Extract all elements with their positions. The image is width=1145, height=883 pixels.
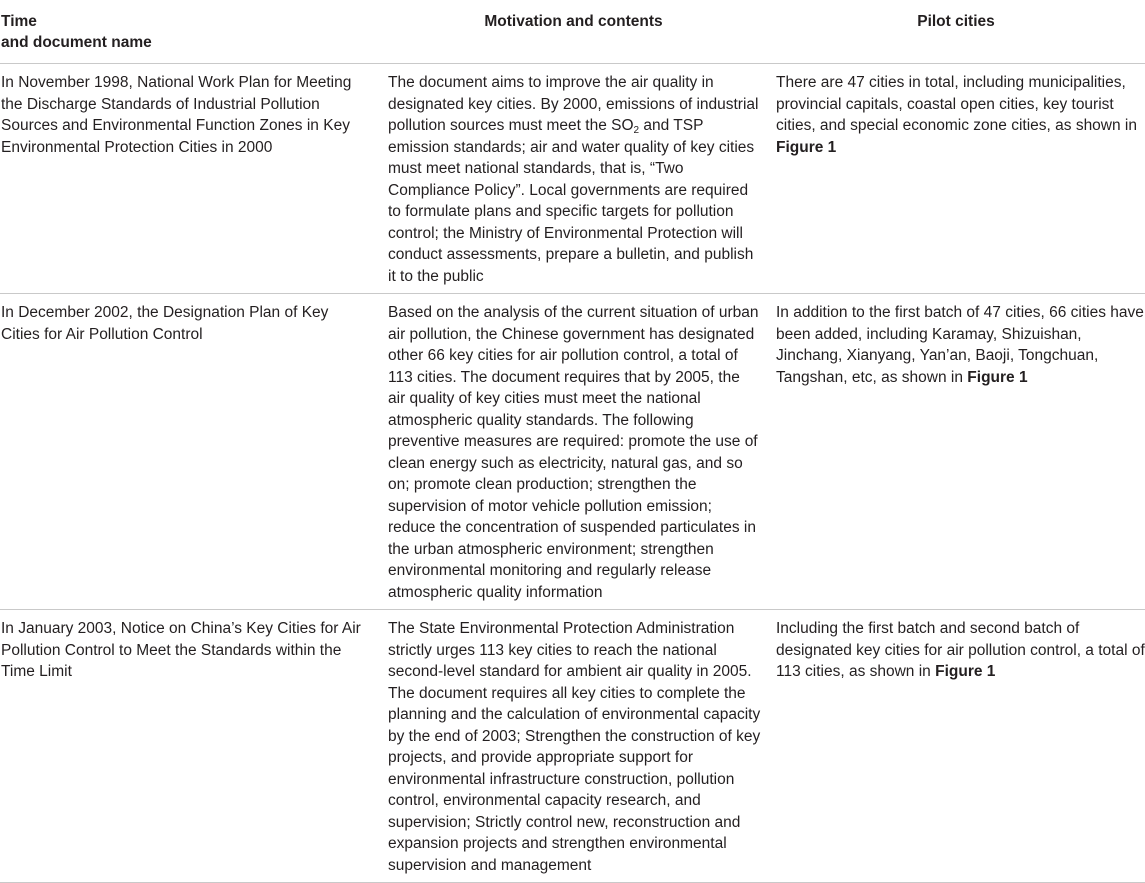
header-pilot-cities: Pilot cities [767,0,1145,64]
table-row [0,610,1145,883]
figure-reference-link[interactable]: Figure 1 [967,368,1028,386]
cell-motivation [380,64,767,294]
table-row [0,64,1145,294]
table-header [0,0,1145,64]
cell-time-document: In November 1998, National Work Plan for Meeting the Discharge Standards of Industrial Pollution Sources and Environmental Function Zones in Key Environmental Protection Cities in 2000 [0,64,380,294]
cell-pilot-cities [767,610,1145,883]
table-body [0,64,1145,883]
pilot-text: Including the first batch and second batch of designated key cities for air pollution control, a total of 113 cities, as shown in [776,620,1145,680]
pilot-text: There are 47 cities in total, including municipalities, provincial capitals, coastal open cities, key tourist cities, and special economic zone cities, as shown in [776,74,1137,134]
subscript-2: 2 [633,125,640,136]
header-time-document [0,0,380,64]
header-time-line2: and document name [1,34,152,51]
motivation-text-part1: The document aims to improve the air quality in designated key cities. By 2000, emissions of industrial pollution sources must meet the SO [388,74,759,134]
cell-pilot-cities [767,64,1145,294]
pilot-text: In addition to the first batch of 47 cities, 66 cities have been added, including Karamay, Shizuishan, Jinchang, Xianyang, Yan’an, Baoji, Tongchuan, Tangshan, etc, as shown in [776,304,1144,386]
motivation-text-part2: and TSP emission standards; air and water quality of key cities must meet national standards, that is, “Two Compliance Policy”. Local governments are required to formulate plans and specific targets for pollution control; the Ministry of Environmental Protection will conduct assessments, prepare a bulletin, and publish it to the public [388,117,755,285]
cell-time-document: In January 2003, Notice on China’s Key Cities for Air Pollution Control to Meet the Standards within the Time Limit [0,610,380,883]
header-row [0,0,1145,64]
header-motivation: Motivation and contents [380,0,767,64]
cell-motivation: The State Environmental Protection Administration strictly urges 113 key cities to reach the national second-level standard for ambient air quality in 2005. The document requires all key cities to complete the planning and the calculation of environmental capacity by the end of 2003; Strengthen the construction of key projects, and provide appropriate support for environmental infrastructure construction, pollution control, environmental capacity research, and supervision; Strictly control new, reconstruction and expansion projects and strengthen environmental supervision and management [380,610,767,883]
table-row [0,294,1145,610]
cell-motivation: Based on the analysis of the current situation of urban air pollution, the Chinese government has designated other 66 key cities for air pollution control, a total of 113 cities. The document requires that by 2005, the air quality of key cities must meet the national atmospheric quality standards. The following preventive measures are required: promote the use of clean energy such as electricity, natural gas, and so on; promote clean production; strengthen the supervision of motor vehicle pollution emission; reduce the concentration of suspended particulates in the urban atmospheric environment; strengthen environmental monitoring and regularly release atmospheric quality information [380,294,767,610]
figure-reference-link[interactable]: Figure 1 [935,663,996,680]
cell-pilot-cities [767,294,1145,610]
cell-time-document: In December 2002, the Designation Plan of Key Cities for Air Pollution Control [0,294,380,610]
header-time-line1: Time [1,13,37,30]
figure-reference-link[interactable]: Figure 1 [776,138,837,156]
